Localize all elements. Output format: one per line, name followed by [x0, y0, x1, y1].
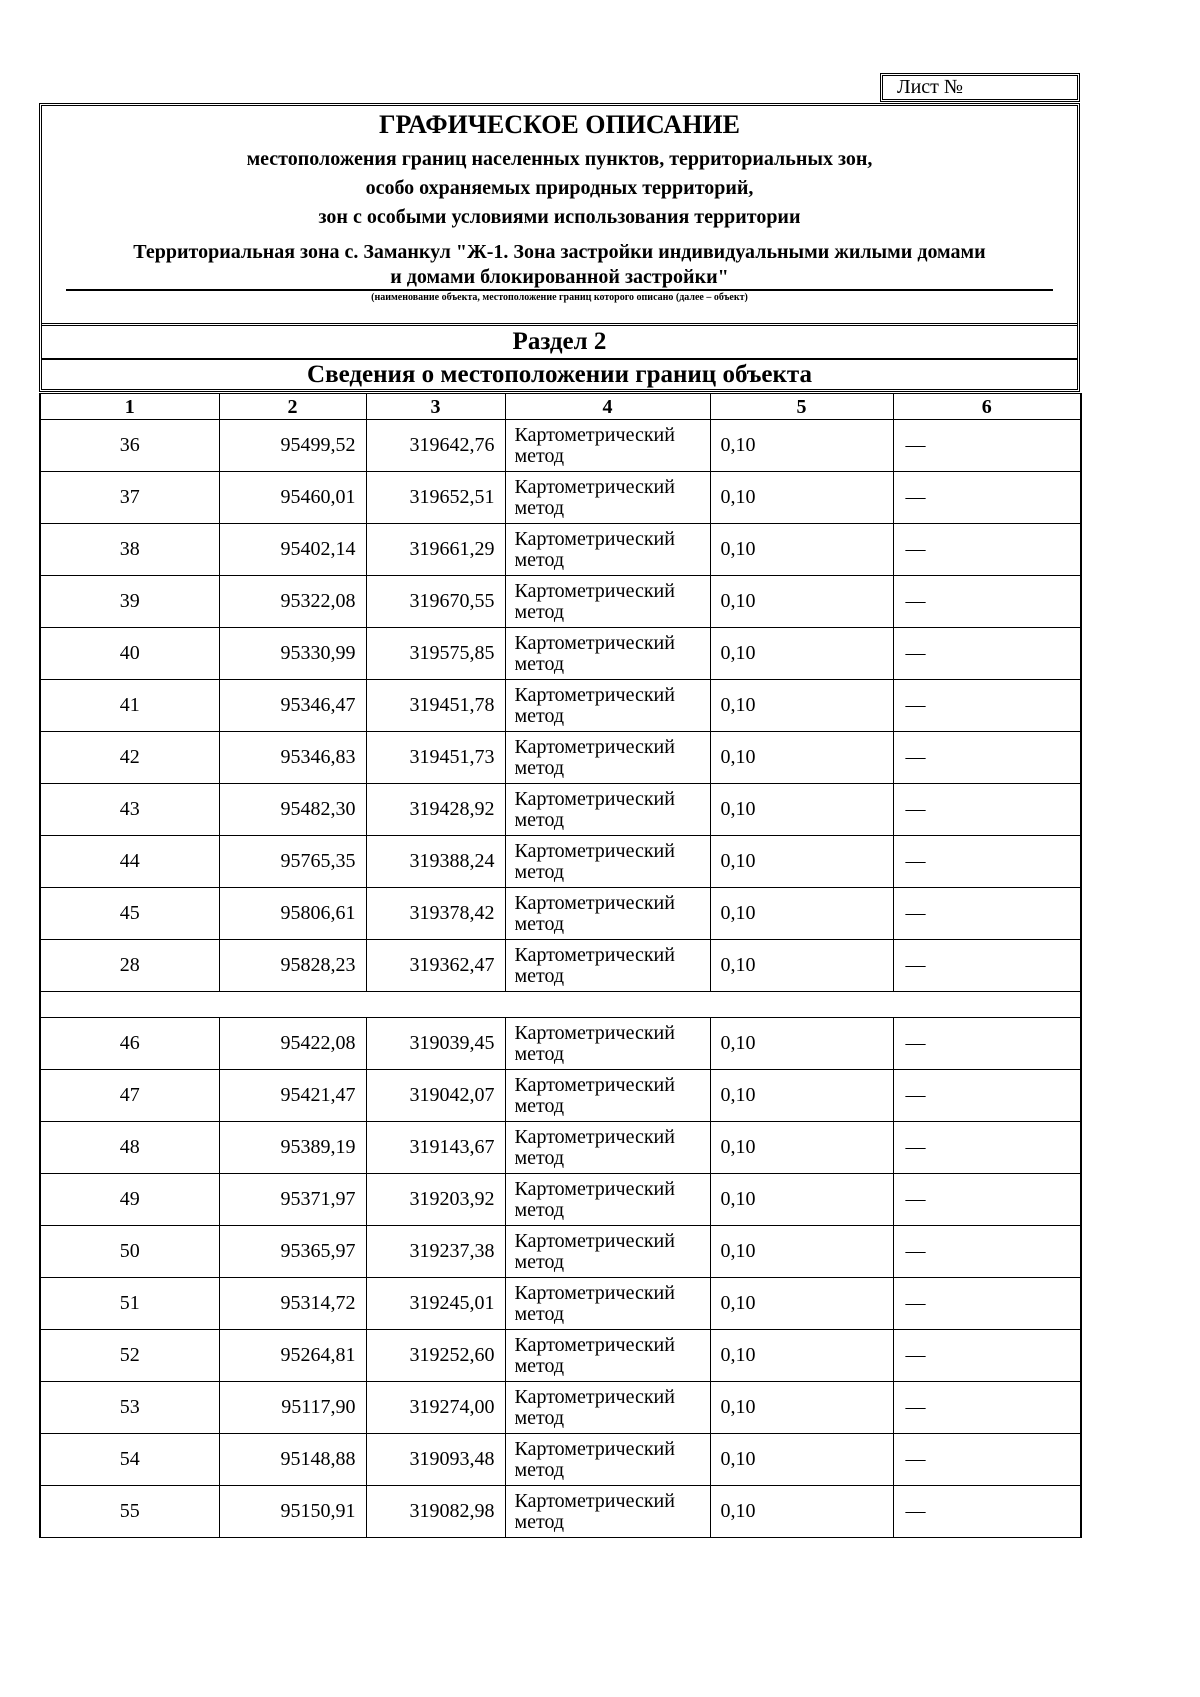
table-row: [40, 784, 1081, 836]
table-row: [40, 576, 1081, 628]
table-row: [40, 1174, 1081, 1226]
method-cell: Картометрический метод: [505, 1486, 710, 1538]
accuracy-cell: 0,10: [710, 1434, 893, 1486]
accuracy-cell: 0,10: [710, 732, 893, 784]
accuracy-cell: 0,10: [710, 836, 893, 888]
method-cell: Картометрический метод: [505, 1122, 710, 1174]
accuracy-cell: 0,10: [710, 784, 893, 836]
point-number-cell: 45: [40, 888, 219, 940]
point-number-cell: 53: [40, 1382, 219, 1434]
x-coordinate-cell: 95346,47: [219, 680, 366, 732]
note-cell: —: [893, 1434, 1081, 1486]
document-subtitle: [42, 145, 1077, 232]
note-cell: —: [893, 732, 1081, 784]
accuracy-cell: 0,10: [710, 888, 893, 940]
table-row: [40, 1434, 1081, 1486]
point-number-cell: 40: [40, 628, 219, 680]
accuracy-cell: 0,10: [710, 1330, 893, 1382]
method-cell: Картометрический метод: [505, 420, 710, 472]
y-coordinate-cell: 319093,48: [366, 1434, 505, 1486]
x-coordinate-cell: 95371,97: [219, 1174, 366, 1226]
x-coordinate-cell: 95330,99: [219, 628, 366, 680]
x-coordinate-cell: 95117,90: [219, 1382, 366, 1434]
point-number-cell: 46: [40, 1018, 219, 1070]
x-coordinate-cell: 95482,30: [219, 784, 366, 836]
note-cell: —: [893, 524, 1081, 576]
point-number-cell: 38: [40, 524, 219, 576]
note-cell: —: [893, 1070, 1081, 1122]
table-row: [40, 836, 1081, 888]
table-row: [40, 680, 1081, 732]
x-coordinate-cell: 95421,47: [219, 1070, 366, 1122]
point-number-cell: 51: [40, 1278, 219, 1330]
y-coordinate-cell: 319237,38: [366, 1226, 505, 1278]
note-cell: —: [893, 1278, 1081, 1330]
accuracy-cell: 0,10: [710, 1122, 893, 1174]
note-cell: —: [893, 1018, 1081, 1070]
accuracy-cell: 0,10: [710, 420, 893, 472]
y-coordinate-cell: 319143,67: [366, 1122, 505, 1174]
note-cell: —: [893, 836, 1081, 888]
x-coordinate-cell: 95499,52: [219, 420, 366, 472]
y-coordinate-cell: 319661,29: [366, 524, 505, 576]
x-coordinate-cell: 95765,35: [219, 836, 366, 888]
x-coordinate-cell: 95150,91: [219, 1486, 366, 1538]
contour-separator-cell: [40, 992, 1081, 1018]
point-number-cell: 50: [40, 1226, 219, 1278]
x-coordinate-cell: 95402,14: [219, 524, 366, 576]
x-coordinate-cell: 95264,81: [219, 1330, 366, 1382]
method-cell: Картометрический метод: [505, 1018, 710, 1070]
y-coordinate-cell: 319082,98: [366, 1486, 505, 1538]
method-cell: Картометрический метод: [505, 888, 710, 940]
column-header: 2: [219, 394, 366, 420]
object-name-line: Территориальная зона с. Заманкул "Ж-1. Зона застройки индивидуальными жилыми домами: [133, 241, 986, 263]
y-coordinate-cell: 319362,47: [366, 940, 505, 992]
point-number-cell: 44: [40, 836, 219, 888]
point-number-cell: 52: [40, 1330, 219, 1382]
x-coordinate-cell: 95389,19: [219, 1122, 366, 1174]
table-row: [40, 1278, 1081, 1330]
note-cell: —: [893, 420, 1081, 472]
y-coordinate-cell: 319670,55: [366, 576, 505, 628]
y-coordinate-cell: 319575,85: [366, 628, 505, 680]
accuracy-cell: 0,10: [710, 1226, 893, 1278]
column-header: 5: [710, 394, 893, 420]
accuracy-cell: 0,10: [710, 1382, 893, 1434]
table-row: [40, 472, 1081, 524]
object-name-line: и домами блокированной застройки": [390, 266, 729, 288]
section-title: Раздел 2: [512, 328, 607, 355]
point-number-cell: 28: [40, 940, 219, 992]
accuracy-cell: 0,10: [710, 680, 893, 732]
subtitle-line: местоположения границ населенных пунктов, территориальных зон,: [246, 148, 873, 170]
accuracy-cell: 0,10: [710, 1174, 893, 1226]
coordinates-table-body: [40, 394, 1081, 1538]
sheet-number-box: [880, 73, 1080, 102]
table-row: [40, 1226, 1081, 1278]
section-divider: [42, 323, 1077, 326]
accuracy-cell: 0,10: [710, 940, 893, 992]
accuracy-cell: 0,10: [710, 1018, 893, 1070]
method-cell: Картометрический метод: [505, 1278, 710, 1330]
x-coordinate-cell: 95422,08: [219, 1018, 366, 1070]
point-number-cell: 39: [40, 576, 219, 628]
table-header-row: [40, 394, 1081, 420]
y-coordinate-cell: 319245,01: [366, 1278, 505, 1330]
point-number-cell: 42: [40, 732, 219, 784]
point-number-cell: 43: [40, 784, 219, 836]
table-row: [40, 732, 1081, 784]
x-coordinate-cell: 95314,72: [219, 1278, 366, 1330]
note-cell: —: [893, 888, 1081, 940]
method-cell: Картометрический метод: [505, 524, 710, 576]
note-cell: —: [893, 940, 1081, 992]
point-number-cell: 49: [40, 1174, 219, 1226]
accuracy-cell: 0,10: [710, 1278, 893, 1330]
object-caption: (наименование объекта, местоположение границ которого описано (далее – объект): [371, 292, 748, 303]
y-coordinate-cell: 319652,51: [366, 472, 505, 524]
method-cell: Картометрический метод: [505, 1174, 710, 1226]
y-coordinate-cell: 319252,60: [366, 1330, 505, 1382]
x-coordinate-cell: 95346,83: [219, 732, 366, 784]
document-header: [39, 103, 1080, 392]
column-header: 1: [40, 394, 219, 420]
note-cell: —: [893, 784, 1081, 836]
x-coordinate-cell: 95460,01: [219, 472, 366, 524]
table-row: [40, 1070, 1081, 1122]
method-cell: Картометрический метод: [505, 732, 710, 784]
y-coordinate-cell: 319388,24: [366, 836, 505, 888]
x-coordinate-cell: 95322,08: [219, 576, 366, 628]
note-cell: —: [893, 628, 1081, 680]
subtitle-line: зон с особыми условиями использования территории: [318, 206, 801, 228]
note-cell: —: [893, 472, 1081, 524]
method-cell: Картометрический метод: [505, 628, 710, 680]
method-cell: Картометрический метод: [505, 680, 710, 732]
table-row: [40, 420, 1081, 472]
y-coordinate-cell: 319428,92: [366, 784, 505, 836]
method-cell: Картометрический метод: [505, 1434, 710, 1486]
method-cell: Картометрический метод: [505, 836, 710, 888]
method-cell: Картометрический метод: [505, 472, 710, 524]
note-cell: —: [893, 1330, 1081, 1382]
table-row: [40, 1330, 1081, 1382]
y-coordinate-cell: 319451,73: [366, 732, 505, 784]
method-cell: Картометрический метод: [505, 1382, 710, 1434]
method-cell: Картометрический метод: [505, 1330, 710, 1382]
note-cell: —: [893, 1174, 1081, 1226]
x-coordinate-cell: 95365,97: [219, 1226, 366, 1278]
note-cell: —: [893, 680, 1081, 732]
accuracy-cell: 0,10: [710, 1070, 893, 1122]
table-row: [40, 524, 1081, 576]
x-coordinate-cell: 95148,88: [219, 1434, 366, 1486]
y-coordinate-cell: 319203,92: [366, 1174, 505, 1226]
method-cell: Картометрический метод: [505, 576, 710, 628]
y-coordinate-cell: 319642,76: [366, 420, 505, 472]
x-coordinate-cell: 95828,23: [219, 940, 366, 992]
sheet-label: Лист №: [897, 76, 963, 98]
point-number-cell: 55: [40, 1486, 219, 1538]
table-row: [40, 628, 1081, 680]
document-title: ГРАФИЧЕСКОЕ ОПИСАНИЕ: [379, 110, 740, 139]
accuracy-cell: 0,10: [710, 472, 893, 524]
method-cell: Картометрический метод: [505, 1226, 710, 1278]
note-cell: —: [893, 1226, 1081, 1278]
subtitle-line: особо охраняемых природных территорий,: [365, 177, 754, 199]
table-row: [40, 940, 1081, 992]
point-number-cell: 48: [40, 1122, 219, 1174]
point-number-cell: 41: [40, 680, 219, 732]
accuracy-cell: 0,10: [710, 1486, 893, 1538]
method-cell: Картометрический метод: [505, 784, 710, 836]
table-row: [40, 1122, 1081, 1174]
y-coordinate-cell: 319451,78: [366, 680, 505, 732]
section-subtitle: Сведения о местоположении границ объекта: [307, 361, 812, 388]
y-coordinate-cell: 319378,42: [366, 888, 505, 940]
table-row: [40, 888, 1081, 940]
accuracy-cell: 0,10: [710, 628, 893, 680]
note-cell: —: [893, 576, 1081, 628]
object-name: [42, 240, 1077, 290]
y-coordinate-cell: 319042,07: [366, 1070, 505, 1122]
note-cell: —: [893, 1122, 1081, 1174]
point-number-cell: 54: [40, 1434, 219, 1486]
accuracy-cell: 0,10: [710, 524, 893, 576]
table-row: [40, 1486, 1081, 1538]
point-number-cell: 36: [40, 420, 219, 472]
point-number-cell: 37: [40, 472, 219, 524]
accuracy-cell: 0,10: [710, 576, 893, 628]
table-row: [40, 1382, 1081, 1434]
x-coordinate-cell: 95806,61: [219, 888, 366, 940]
y-coordinate-cell: 319274,00: [366, 1382, 505, 1434]
method-cell: Картометрический метод: [505, 1070, 710, 1122]
table-row: [40, 1018, 1081, 1070]
point-number-cell: 47: [40, 1070, 219, 1122]
column-header: 4: [505, 394, 710, 420]
note-cell: —: [893, 1382, 1081, 1434]
column-header: 3: [366, 394, 505, 420]
column-header: 6: [893, 394, 1081, 420]
coordinates-table: [39, 393, 1082, 1538]
contour-separator-row: [40, 992, 1081, 1018]
note-cell: —: [893, 1486, 1081, 1538]
object-name-underline: [66, 289, 1053, 291]
y-coordinate-cell: 319039,45: [366, 1018, 505, 1070]
method-cell: Картометрический метод: [505, 940, 710, 992]
